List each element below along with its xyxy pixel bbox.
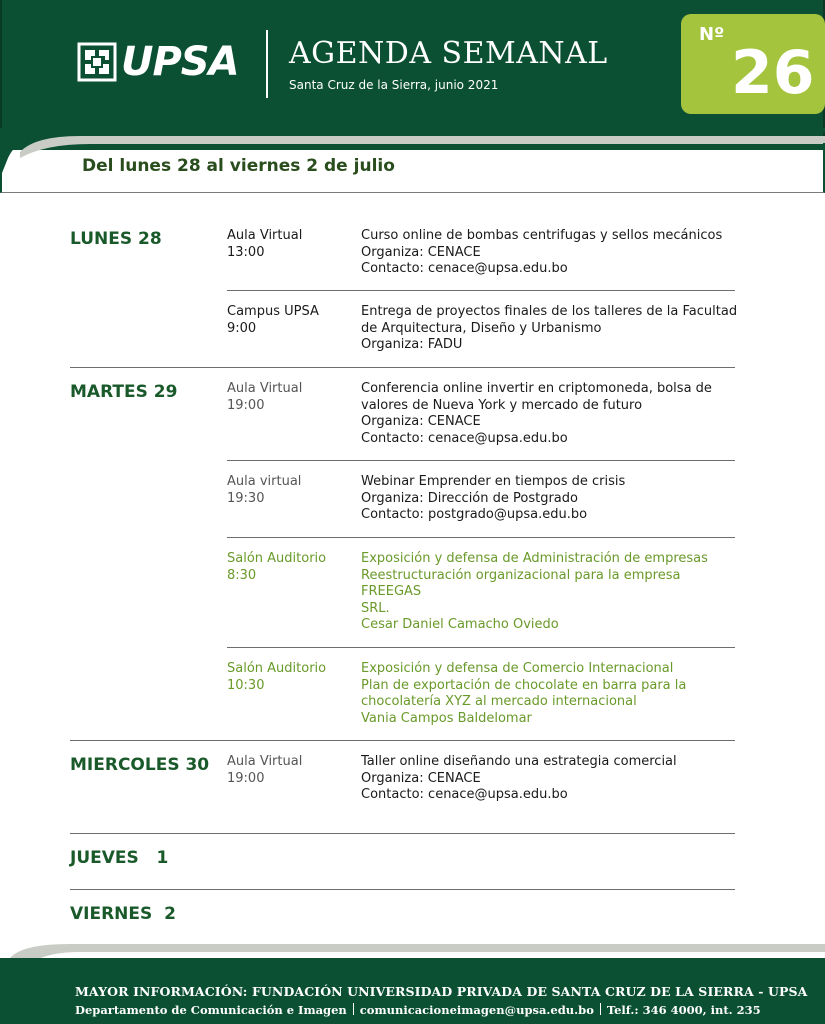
- event-description: [361, 304, 741, 354]
- issue-badge: [681, 14, 825, 114]
- divider: [227, 460, 735, 461]
- day-label-viernes: VIERNES 2: [70, 904, 176, 924]
- page-title: AGENDA SEMANAL: [289, 36, 608, 71]
- event-line: valores de Nueva York y mercado de futuro: [361, 397, 643, 413]
- event-time: 9:00: [227, 320, 257, 336]
- event-place: Aula virtual: [227, 474, 302, 489]
- event-location: [227, 754, 302, 787]
- day-label-lunes: LUNES 28: [70, 229, 162, 249]
- event-line: Webinar Emprender en tiempos de crisis: [361, 474, 626, 489]
- divider: [70, 833, 735, 834]
- event-line: Organiza: CENACE: [361, 414, 481, 429]
- event-line: Conferencia online invertir en criptomoneda, bolsa de: [361, 381, 712, 396]
- footer-department: Departamento de Comunicación e Imagen: [75, 1003, 347, 1017]
- event-line: Entrega de proyectos finales de los talleres de la Facultad: [361, 304, 738, 319]
- event-place: Salón Auditorio: [227, 661, 327, 676]
- event-place: Aula Virtual: [227, 754, 303, 769]
- footer-info: MAYOR INFORMACIÓN: FUNDACIÓN UNIVERSIDAD PRIVADA DE SANTA CRUZ DE LA SIERRA - UPSA: [75, 984, 808, 999]
- event-line: Vania Campos Baldelomar: [361, 710, 532, 726]
- event-time: 19:30: [227, 490, 265, 506]
- event-location: [227, 661, 326, 694]
- event-location: [227, 304, 319, 337]
- event-line: Contacto: postgrado@upsa.edu.bo: [361, 507, 588, 522]
- upsa-emblem-icon: [77, 42, 117, 82]
- event-description: [361, 474, 741, 524]
- event-time: 19:00: [227, 397, 265, 413]
- divider: [70, 889, 735, 890]
- event-line: Reestructuración organizacional para la empresa FREEGAS: [361, 567, 681, 599]
- divider: [227, 537, 735, 538]
- event-description: [361, 754, 741, 804]
- day-label-jueves: JUEVES 1: [70, 848, 169, 868]
- page-subtitle: Santa Cruz de la Sierra, junio 2021: [289, 78, 499, 92]
- event-line: Cesar Daniel Camacho Oviedo: [361, 617, 559, 632]
- week-range: Del lunes 28 al viernes 2 de julio: [82, 156, 395, 176]
- event-place: Aula Virtual: [227, 381, 303, 396]
- separator: [353, 1003, 354, 1015]
- event-line: Contacto: cenace@upsa.edu.bo: [361, 430, 568, 446]
- event-line: Contacto: cenace@upsa.edu.bo: [361, 261, 568, 276]
- event-place: Campus UPSA: [227, 304, 319, 319]
- event-line: Curso online de bombas centrifugas y sellos mecánicos: [361, 228, 723, 243]
- event-line: Organiza: FADU: [361, 337, 463, 352]
- event-location: [227, 474, 301, 507]
- separator: [600, 1003, 601, 1015]
- event-description: [361, 551, 741, 634]
- event-location: [227, 551, 326, 584]
- header-divider: [266, 30, 268, 98]
- footer-contact: [75, 1003, 761, 1018]
- event-description: [361, 661, 741, 727]
- event-location: [227, 381, 302, 414]
- footer-phone: Telf.: 346 4000, int. 235: [606, 1003, 761, 1017]
- event-line: Contacto: cenace@upsa.edu.bo: [361, 787, 568, 802]
- day-label-miercoles: MIERCOLES 30: [70, 755, 210, 775]
- event-place: Aula Virtual: [227, 228, 303, 243]
- divider: [227, 290, 735, 291]
- event-line: Exposición y defensa de Administración de empresas: [361, 551, 708, 566]
- logo-text: UPSA: [121, 39, 239, 85]
- event-line: Exposición y defensa de Comercio Internacional: [361, 661, 674, 676]
- event-time: 8:30: [227, 567, 257, 583]
- event-line: SRL.: [361, 600, 390, 616]
- divider: [70, 367, 735, 368]
- day-label-martes: MARTES 29: [70, 382, 178, 402]
- upsa-logo: [77, 39, 239, 85]
- divider: [227, 647, 735, 648]
- event-description: [361, 381, 741, 447]
- event-location: [227, 228, 302, 261]
- event-line: chocolatería XYZ al mercado internacional: [361, 694, 637, 709]
- event-line: Organiza: CENACE: [361, 244, 481, 260]
- event-time: 13:00: [227, 244, 265, 260]
- issue-number: 26: [731, 38, 815, 108]
- event-line: de Arquitectura, Diseño y Urbanismo: [361, 320, 602, 336]
- event-time: 10:30: [227, 677, 265, 693]
- event-place: Salón Auditorio: [227, 551, 327, 566]
- event-line: Taller online diseñando una estrategia comercial: [361, 754, 677, 769]
- footer-email: comunicacioneimagen@upsa.edu.bo: [359, 1003, 594, 1017]
- divider: [70, 740, 735, 741]
- event-time: 19:00: [227, 770, 265, 786]
- event-line: Organiza: Dirección de Postgrado: [361, 490, 578, 506]
- event-line: Organiza: CENACE: [361, 770, 481, 786]
- issue-label: Nº: [699, 24, 725, 45]
- event-line: Plan de exportación de chocolate en barra para la: [361, 677, 687, 693]
- event-description: [361, 228, 741, 278]
